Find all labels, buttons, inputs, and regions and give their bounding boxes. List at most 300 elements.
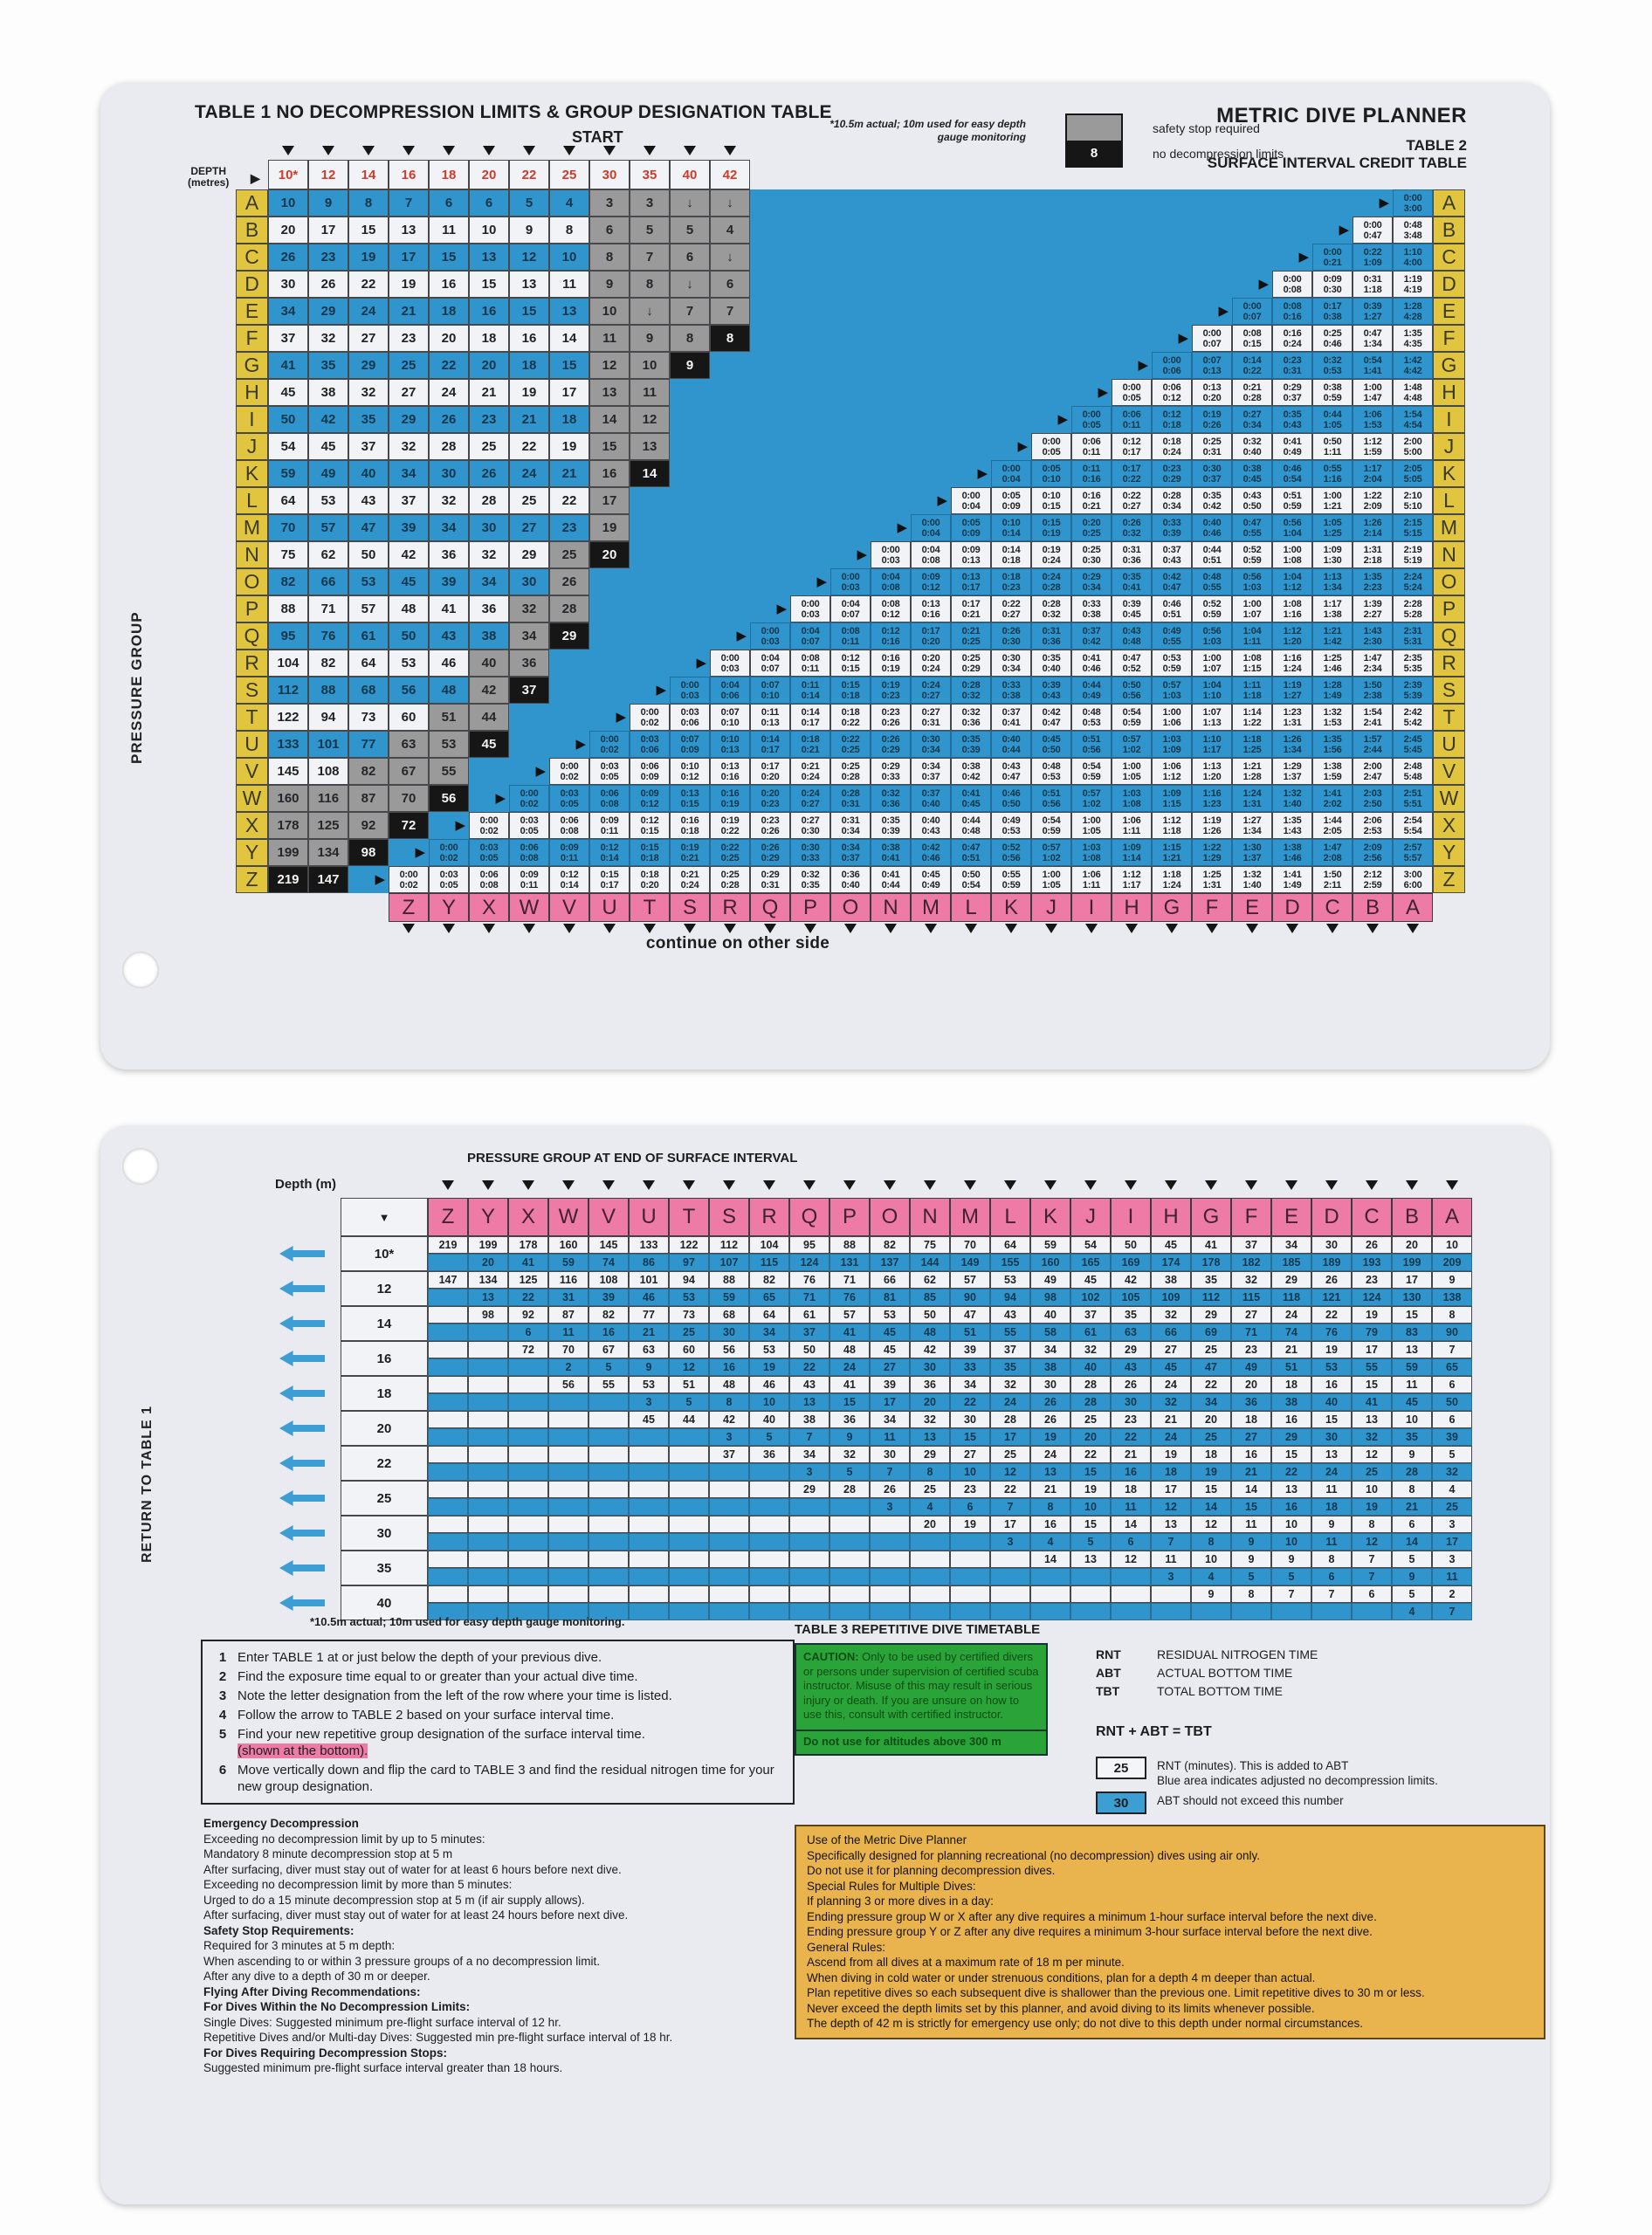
depth-column-header: 30 (589, 160, 630, 189)
interval-min: 1:47 (1323, 842, 1342, 853)
interval-max: 0:06 (720, 691, 740, 701)
interval-min: 2:28 (1403, 599, 1422, 609)
abt-sample-row (1096, 1791, 1550, 1814)
bottom-time-cell: 32 (509, 595, 549, 622)
interval-max: 0:10 (1042, 474, 1061, 485)
bottom-time-cell: 57 (348, 595, 389, 622)
residual-nitrogen-cell (428, 1516, 468, 1533)
bottom-time-cell: 46 (429, 650, 469, 677)
residual-nitrogen-cell: 26 (1030, 1411, 1070, 1428)
interval-max: 1:12 (1283, 582, 1302, 593)
interval-min: 0:27 (921, 707, 940, 718)
bottom-time-cell: 133 (268, 731, 308, 758)
footer-pressure-letter: N (871, 893, 911, 922)
residual-nitrogen-cell (508, 1446, 548, 1463)
surface-interval-cell (871, 568, 911, 595)
down-triangle-icon (1111, 1179, 1151, 1190)
surface-interval-cell (750, 866, 790, 893)
interval-max: 0:22 (720, 826, 740, 836)
surface-interval-bar (750, 244, 1312, 271)
bottom-time-cell: 28 (469, 487, 509, 514)
legend-key: ABT (1096, 1666, 1121, 1680)
interval-min: 0:03 (680, 707, 699, 718)
table-row (236, 433, 1465, 460)
adjusted-ndl-cell: 112 (1191, 1289, 1231, 1306)
surface-interval-cell (951, 541, 991, 568)
down-triangle-icon (683, 1180, 695, 1190)
adjusted-ndl-cell (548, 1463, 589, 1481)
surface-interval-cell (1272, 460, 1312, 487)
interval-max: 0:05 (1122, 393, 1141, 403)
interval-max: 0:27 (801, 799, 820, 809)
interval-min: 1:26 (1363, 518, 1382, 528)
pressure-group-letter: D (236, 271, 268, 298)
interval-max: 1:34 (1283, 745, 1302, 755)
adjusted-ndl-cell: 2 (548, 1358, 589, 1376)
interval-max: 0:55 (1202, 582, 1222, 593)
footer-pressure-letter: S (670, 893, 710, 922)
interval-max: 0:21 (801, 745, 820, 755)
residual-nitrogen-cell: 88 (709, 1271, 749, 1289)
residual-nitrogen-cell: 15 (1311, 1411, 1352, 1428)
adjusted-ndl-cell: 11 (1432, 1568, 1472, 1585)
left-arrow-icon (279, 1306, 341, 1341)
adjusted-ndl-cell: 59 (548, 1254, 589, 1271)
surface-interval-cell (830, 731, 871, 758)
interval-min: 1:09 (1323, 545, 1342, 555)
interval-min: 0:09 (1323, 274, 1342, 285)
residual-nitrogen-cell: 16 (1231, 1446, 1271, 1463)
interval-min: 0:00 (720, 653, 740, 664)
interval-max: 0:02 (439, 853, 458, 863)
bottom-time-cell: 12 (589, 352, 630, 379)
interval-max: 1:17 (1122, 880, 1141, 891)
pressure-group-letter: Y (236, 839, 268, 866)
interval-max: 0:09 (1002, 501, 1021, 512)
surface-interval-cell (1071, 406, 1112, 433)
surface-interval-cell (1232, 298, 1272, 325)
surface-interval-cell (1393, 622, 1433, 650)
interval-min: 1:04 (1202, 680, 1222, 691)
text-line: For Dives Within the No Decompression Limits: (203, 2000, 471, 2013)
adjusted-ndl-cell (749, 1568, 789, 1585)
surface-interval-cell (630, 758, 670, 785)
adjusted-ndl-cell: 55 (990, 1324, 1030, 1341)
residual-nitrogen-cell: 23 (1352, 1271, 1392, 1289)
bottom-time-cell: 32 (389, 433, 429, 460)
bottom-time-cell: 27 (509, 514, 549, 541)
interval-min: 1:12 (1162, 815, 1181, 826)
interval-min: 0:41 (961, 788, 981, 799)
residual-nitrogen-cell (709, 1516, 749, 1533)
residual-nitrogen-cell (950, 1585, 990, 1603)
left-arrow-icon (279, 1236, 341, 1271)
adjusted-ndl-cell (468, 1393, 508, 1411)
adjusted-ndl-cell: 61 (1070, 1324, 1111, 1341)
interval-max: 2:59 (1363, 880, 1382, 891)
adjusted-ndl-cell: 3 (870, 1498, 910, 1516)
surface-interval-cell (951, 731, 991, 758)
interval-max: 1:22 (1242, 718, 1262, 728)
interval-min: 0:41 (881, 870, 900, 880)
interval-max: 0:42 (1202, 501, 1222, 512)
down-triangle-icon (724, 146, 736, 155)
interval-max: 0:03 (881, 555, 900, 566)
text-line: Single Dives: Suggested minimum pre-flight surface interval of 12 hr. (203, 2015, 561, 2029)
bottom-time-cell: 45 (389, 568, 429, 595)
interval-max: 0:11 (801, 664, 820, 674)
interval-min: 0:00 (1403, 193, 1422, 203)
interval-min: 1:22 (1363, 491, 1382, 501)
instruction-number: 5 (218, 1727, 227, 1742)
interval-min: 0:28 (841, 788, 860, 799)
surface-interval-cell (710, 677, 750, 704)
residual-nitrogen-cell (749, 1585, 789, 1603)
residual-nitrogen-cell: 64 (749, 1306, 789, 1324)
surface-interval-bar (469, 758, 549, 785)
interval-max: 0:34 (1002, 664, 1021, 674)
surface-interval-cell (1232, 704, 1272, 731)
surface-interval-cell (1152, 460, 1192, 487)
interval-min: 0:22 (1363, 247, 1382, 258)
interval-max: 5:15 (1403, 528, 1422, 539)
pressure-group-letter: R (236, 650, 268, 677)
surface-interval-cell (750, 758, 790, 785)
interval-max: 1:07 (1202, 664, 1222, 674)
instruction-text: Enter TABLE 1 at or just below the depth of your previous dive. (237, 1650, 602, 1665)
surface-interval-bar (509, 731, 589, 758)
interval-min: 0:06 (479, 870, 499, 880)
surface-interval-cell (1232, 650, 1272, 677)
residual-nitrogen-cell: 71 (829, 1271, 870, 1289)
legend-entry (1096, 1682, 1318, 1701)
right-arrow-icon: ▶ (1017, 439, 1028, 454)
interval-max: 0:36 (881, 799, 900, 809)
surface-interval-cell (1393, 189, 1433, 217)
left-text-column (203, 1816, 797, 2076)
residual-nitrogen-cell (589, 1411, 629, 1428)
adjusted-ndl-cell: 144 (910, 1254, 950, 1271)
footer-pressure-letter: R (710, 893, 750, 922)
surface-interval-cell (1192, 541, 1232, 568)
interval-max: 0:42 (1082, 636, 1101, 647)
interval-min: 1:17 (1323, 599, 1342, 609)
pressure-group-letter: K (1433, 460, 1465, 487)
interval-max: 0:21 (1323, 258, 1342, 268)
interval-min: 0:35 (1122, 572, 1141, 582)
residual-nitrogen-cell (548, 1411, 589, 1428)
adjusted-ndl-cell: 22 (508, 1289, 548, 1306)
surface-interval-cell (1192, 677, 1232, 704)
bottom-time-cell: 25 (469, 433, 509, 460)
interval-max: 1:26 (1202, 826, 1222, 836)
depth-label: 18 (341, 1376, 428, 1411)
residual-nitrogen-cell: 15 (1392, 1306, 1432, 1324)
surface-interval-cell (1393, 677, 1433, 704)
surface-interval-bar (750, 271, 1272, 298)
interval-min: 0:23 (1283, 355, 1302, 366)
surface-interval-cell (1071, 866, 1112, 893)
interval-min: 0:54 (1082, 761, 1101, 772)
pressure-letter: M (950, 1198, 990, 1236)
adjusted-ndl-cell: 86 (629, 1254, 669, 1271)
down-triangle-icon (1192, 922, 1232, 936)
interval-min: 0:04 (720, 680, 740, 691)
interval-max: 0:41 (1122, 582, 1141, 593)
bottom-time-cell: 16 (589, 460, 630, 487)
surface-interval-cell (790, 839, 830, 866)
interval-min: 1:38 (1323, 761, 1342, 772)
surface-interval-cell (1393, 866, 1433, 893)
interval-min: 0:06 (520, 842, 539, 853)
residual-nitrogen-cell (428, 1481, 468, 1498)
adjusted-ndl-cell: 5 (589, 1358, 629, 1376)
interval-max: 2:50 (1363, 799, 1382, 809)
legend-entry (1096, 1646, 1318, 1664)
right-arrow-icon: ▶ (455, 818, 465, 833)
bottom-time-cell: 22 (509, 433, 549, 460)
pressure-group-letter: Q (1433, 622, 1465, 650)
residual-nitrogen-cell: 20 (1191, 1411, 1231, 1428)
adjusted-ndl-cell: 48 (910, 1324, 950, 1341)
surface-interval-cell (1112, 514, 1152, 541)
interval-min: 0:07 (761, 680, 780, 691)
interval-min: 0:48 (1403, 220, 1422, 230)
interval-min: 2:15 (1403, 518, 1422, 528)
residual-nitrogen-cell: 62 (910, 1271, 950, 1289)
residual-nitrogen-cell: 14 (1111, 1516, 1151, 1533)
continue-label: continue on other side (645, 934, 830, 952)
down-triangle-icon (563, 146, 575, 155)
bottom-time-cell: 55 (429, 758, 469, 785)
interval-min: 0:21 (680, 870, 699, 880)
down-triangle-icon (482, 1180, 494, 1190)
table-row (236, 460, 1465, 487)
interval-max: 0:25 (961, 636, 981, 647)
surface-interval-bar (429, 812, 469, 839)
interval-max: 0:08 (560, 826, 579, 836)
adjusted-ndl-cell (468, 1358, 508, 1376)
interval-min: 0:04 (841, 599, 860, 609)
bottom-time-cell: 125 (308, 812, 348, 839)
interval-min: 0:06 (640, 761, 659, 772)
bottom-time-cell: 19 (348, 244, 389, 271)
interval-max: 0:21 (680, 853, 699, 863)
interval-min: 1:10 (1202, 734, 1222, 745)
footer-pressure-letter: I (1071, 893, 1112, 922)
down-triangle-icon (1393, 922, 1433, 936)
interval-max: 0:36 (961, 718, 981, 728)
interval-min: 1:16 (1283, 653, 1302, 664)
interval-min: 1:32 (1283, 788, 1302, 799)
surface-interval-cell (1031, 595, 1071, 622)
adjusted-ndl-cell: 137 (870, 1254, 910, 1271)
text-line: Suggested minimum pre-flight surface interval greater than 18 hours. (203, 2061, 563, 2074)
surface-interval-cell (750, 704, 790, 731)
pressure-group-letter: G (1433, 352, 1465, 379)
residual-nitrogen-cell: 51 (669, 1376, 709, 1393)
interval-min: 0:26 (1122, 518, 1141, 528)
interval-min: 0:09 (520, 870, 539, 880)
interval-min: 0:42 (1042, 707, 1061, 718)
surface-interval-cell (1112, 866, 1152, 893)
surface-interval-cell (991, 866, 1031, 893)
interval-min: 0:44 (961, 815, 981, 826)
interval-max: 0:51 (1162, 609, 1181, 620)
adjusted-ndl-cell: 15 (1070, 1463, 1111, 1481)
table-row (236, 731, 1465, 758)
pressure-letter: T (669, 1198, 709, 1236)
residual-nitrogen-cell: 7 (1271, 1585, 1311, 1603)
surface-interval-cell (1192, 379, 1232, 406)
pressure-letter: A (1432, 1198, 1472, 1236)
interval-min: 1:43 (1363, 626, 1382, 636)
punch-hole (122, 952, 159, 988)
adjusted-ndl-cell (709, 1603, 749, 1620)
bottom-time-cell: 28 (549, 595, 589, 622)
footer-pressure-letter: Z (389, 893, 429, 922)
residual-nitrogen-cell: 9 (1432, 1271, 1472, 1289)
residual-nitrogen-cell: 178 (508, 1236, 548, 1254)
residual-nitrogen-cell: 147 (428, 1271, 468, 1289)
surface-interval-cell (1152, 541, 1192, 568)
table-row (236, 595, 1465, 622)
residual-nitrogen-cell (548, 1446, 589, 1463)
table-row (236, 704, 1465, 731)
bottom-time-cell: 11 (589, 325, 630, 352)
interval-min: 1:27 (1242, 815, 1262, 826)
surface-interval-cell (1071, 758, 1112, 785)
residual-nitrogen-cell: 88 (829, 1236, 870, 1254)
interval-min: 1:03 (1162, 734, 1181, 745)
residual-nitrogen-cell: 116 (548, 1271, 589, 1289)
surface-interval-cell (1393, 758, 1433, 785)
residual-nitrogen-cell: 18 (1111, 1481, 1151, 1498)
down-triangle-icon (589, 1179, 629, 1190)
interval-max: 1:49 (1283, 880, 1302, 891)
depth-row-pair (279, 1236, 1472, 1271)
down-triangle-icon (724, 924, 736, 933)
surface-interval-cell (1232, 568, 1272, 595)
surface-interval-cell (1112, 758, 1152, 785)
adjusted-ndl-cell (589, 1568, 629, 1585)
interval-min: 0:11 (1082, 464, 1101, 474)
interval-max: 1:18 (1363, 285, 1382, 295)
interval-min: 0:22 (1002, 599, 1021, 609)
interval-min: 1:06 (1082, 870, 1101, 880)
bottom-time-cell: 87 (348, 785, 389, 812)
bottom-time-cell: 9 (630, 325, 670, 352)
depth-column-header: 22 (509, 160, 549, 189)
surface-interval-cell (670, 866, 710, 893)
pressure-letter-footer-row (236, 893, 1465, 922)
surface-interval-cell (710, 866, 750, 893)
interval-max: 1:59 (1323, 772, 1342, 782)
interval-min: 0:32 (1323, 355, 1342, 366)
bottom-time-cell: 53 (429, 731, 469, 758)
interval-max: 0:05 (600, 772, 619, 782)
interval-max: 1:11 (1242, 636, 1262, 647)
interval-max: 0:24 (801, 772, 820, 782)
pressure-group-letter: Q (236, 622, 268, 650)
interval-max: 0:56 (1082, 745, 1101, 755)
down-triangle-icon (1044, 1180, 1057, 1190)
interval-max: 1:34 (1363, 339, 1382, 349)
interval-min: 1:29 (1283, 761, 1302, 772)
residual-nitrogen-cell: 61 (789, 1306, 829, 1324)
interval-min: 0:29 (881, 761, 900, 772)
interval-min: 0:18 (801, 734, 820, 745)
bottom-time-cell: 13 (469, 244, 509, 271)
residual-nitrogen-cell: 50 (910, 1306, 950, 1324)
footer-pressure-letter: X (469, 893, 509, 922)
interval-min: 0:41 (1283, 437, 1302, 447)
surface-interval-cell (911, 568, 951, 595)
interval-max: 1:38 (1323, 609, 1342, 620)
residual-nitrogen-cell: 21 (1151, 1411, 1191, 1428)
surface-interval-cell (1393, 433, 1433, 460)
adjusted-ndl-cell: 109 (1151, 1289, 1191, 1306)
surface-interval-cell (469, 839, 509, 866)
left-arrow-icon (279, 1271, 341, 1306)
down-triangle-icon (1446, 1180, 1458, 1190)
adjusted-ndl-cell: 22 (1271, 1463, 1311, 1481)
interval-max: 0:17 (600, 880, 619, 891)
surface-interval-cell (1393, 541, 1433, 568)
interval-max: 2:56 (1363, 853, 1382, 863)
interval-max: 0:04 (921, 528, 940, 539)
ndl-cell: 37 (509, 677, 549, 704)
bottom-time-cell: 36 (429, 541, 469, 568)
interval-min: 1:17 (1363, 464, 1382, 474)
surface-interval-cell (1272, 677, 1312, 704)
surface-interval-cell (1112, 487, 1152, 514)
bottom-time-cell: 73 (348, 704, 389, 731)
residual-nitrogen-cell: 15 (1352, 1376, 1392, 1393)
residual-nitrogen-cell: 40 (1030, 1306, 1070, 1324)
surface-interval-bar (469, 785, 509, 812)
interval-min: 0:00 (399, 870, 418, 880)
interval-max: 0:04 (961, 501, 981, 512)
surface-interval-cell (1232, 866, 1272, 893)
interval-min: 0:04 (761, 653, 780, 664)
interval-max: 0:59 (1202, 609, 1222, 620)
residual-nitrogen-cell: 20 (1392, 1236, 1432, 1254)
surface-interval-cell (991, 677, 1031, 704)
interval-min: 1:44 (1323, 815, 1342, 826)
interval-max: 0:32 (1122, 528, 1141, 539)
pressure-group-letter: R (1433, 650, 1465, 677)
residual-nitrogen-cell: 63 (629, 1341, 669, 1358)
bottom-time-cell: 30 (268, 271, 308, 298)
down-arrow-cell: ↓ (710, 244, 750, 271)
adjusted-ndl-cell (669, 1498, 709, 1516)
instruction-step (208, 1726, 784, 1759)
pressure-group-letter: D (1433, 271, 1465, 298)
depth-label: 40 (341, 1585, 428, 1620)
surface-interval-cell (1353, 622, 1393, 650)
down-triangle-icon (1352, 1179, 1392, 1190)
surface-interval-cell (1031, 758, 1071, 785)
residual-nitrogen-cell: 35 (1111, 1306, 1151, 1324)
adjusted-ndl-cell: 27 (870, 1358, 910, 1376)
residual-nitrogen-cell: 56 (709, 1341, 749, 1358)
adjusted-ndl-cell: 65 (749, 1289, 789, 1306)
instruction-text: Follow the arrow to TABLE 2 based on your surface interval time. (237, 1708, 615, 1723)
surface-interval-cell (1272, 541, 1312, 568)
interval-max: 1:09 (1363, 258, 1382, 268)
interval-max: 5:28 (1403, 609, 1422, 620)
